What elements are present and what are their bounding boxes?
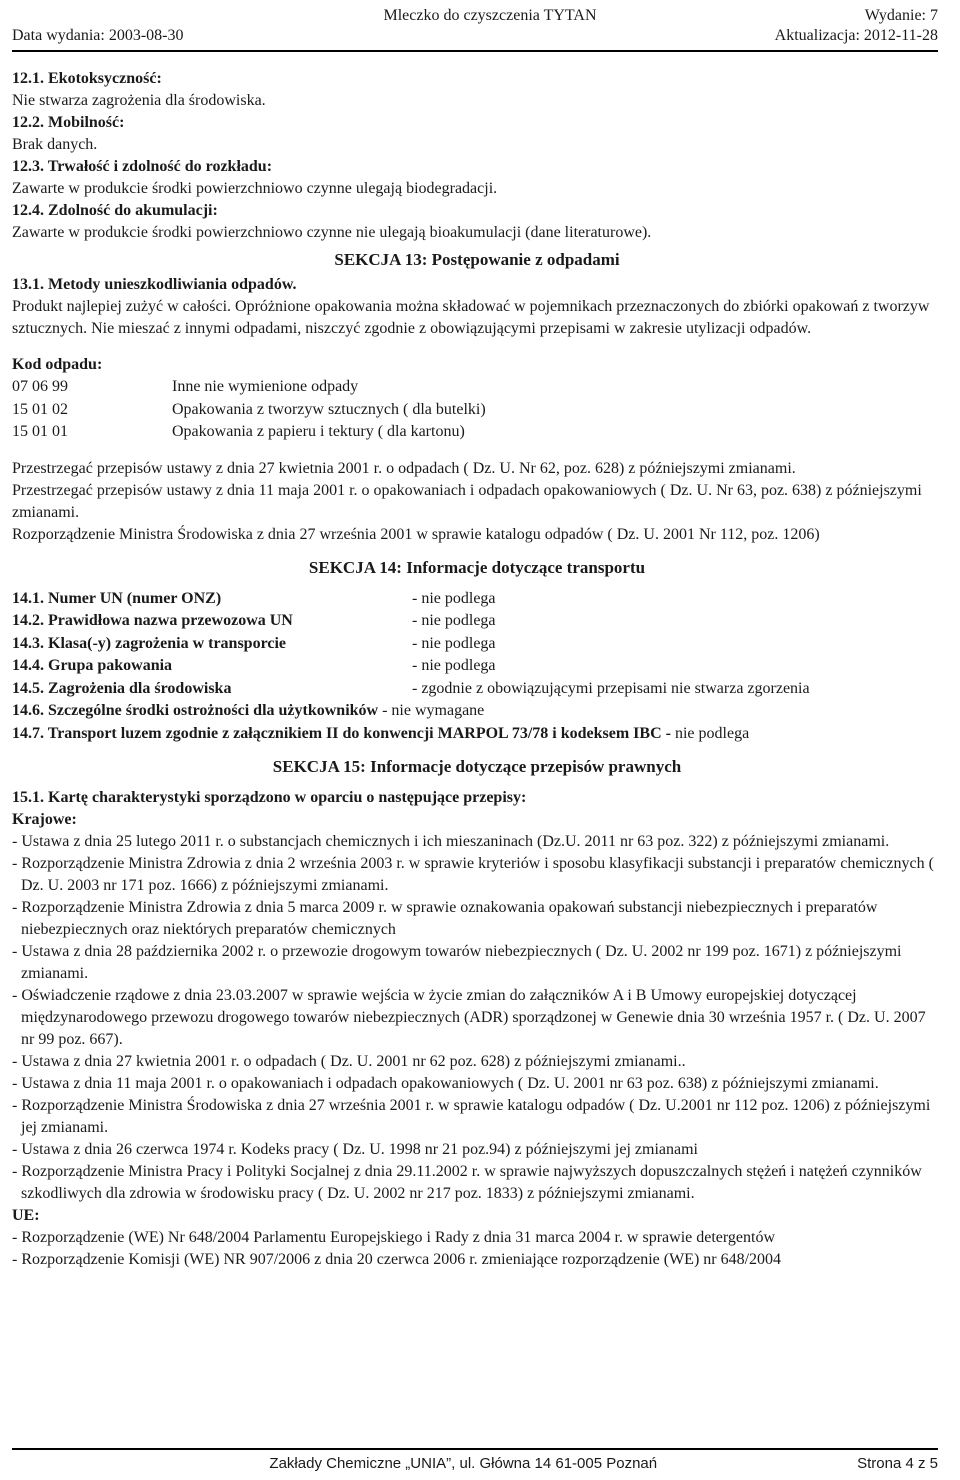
document-body <box>12 68 942 1271</box>
s12-heading-3: 12.3. Trwałość i zdolność do rozkładu: <box>12 158 273 175</box>
section-14-title: SEKCJA 14: Informacje dotyczące transportu <box>308 557 646 577</box>
waste-code-list <box>12 376 942 444</box>
s12-text-2: Brak danych. <box>12 136 98 153</box>
edition: Wydanie: 7 <box>864 7 938 24</box>
national-heading: Krajowe: <box>12 811 77 828</box>
waste-code-heading: Kod odpadu: <box>12 356 103 373</box>
company-address: Zakłady Chemiczne „UNIA”, ul. Główna 14 61-005 Poznań <box>269 1455 658 1472</box>
product-name: Mleczko do czyszczenia TYTAN <box>383 7 597 24</box>
section-13-title: SEKCJA 13: Postępowanie z odpadami <box>334 250 620 269</box>
s12-heading-4: 12.4. Zdolność do akumulacji: <box>12 202 218 219</box>
transport-row: 14.2. Prawidłowa nazwa przewozowa UN - nie podlega <box>12 612 496 629</box>
s13-paragraph: Produkt najlepiej zużyć w całości. Opróżnione opakowania można składować w pojemnikach przeznaczonych do zbiórki opakowań z tworzyw sztucznych. Nie mieszać z innymi odpadami, niszczyć zgodnie z obowiązującymi przepisami w zakresie utylizacji odpadów. <box>12 298 930 337</box>
eu-heading: UE: <box>12 1207 40 1224</box>
transport-row: 14.1. Numer UN (numer ONZ) - nie podlega <box>12 589 496 607</box>
list-item: - Ustawa z dnia 26 czerwca 1974 r. Kodeks pracy ( Dz. U. 1998 nr 21 poz.94) z późniejszymi jej zmianami <box>12 1141 698 1158</box>
list-item: - Rozporządzenie Ministra Zdrowia z dnia 2 września 2003 r. w sprawie kryteriów i sposobu klasyfikacji substancji i preparatów chemicznych ( Dz. U. 2003 nr 171 poz. 1666) z późniejszymi zmianami. <box>12 855 934 894</box>
update-date: Aktualizacja: 2012-11-28 <box>774 27 938 44</box>
regulation-2: Przestrzegać przepisów ustawy z dnia 11 maja 2001 r. o opakowaniach i odpadach opakowaniowych ( Dz. U. Nr 63, poz. 638) z późniejszymi zmianami. <box>12 481 922 521</box>
list-item: - Oświadczenie rządowe z dnia 23.03.2007 w sprawie wejścia w życie zmian do załączników A i B Umowy europejskiej dotyczącej międzynarodowego przewozu drogowego towarów niebezpiecznych (ADR) sporządzonej w Genewie dnia 30 września 1957 r. ( Dz. U. 2007 nr 99 poz. 667). <box>12 987 926 1048</box>
transport-row: 14.4. Grupa pakowania - nie podlega <box>12 657 496 674</box>
s13-heading-1: 13.1. Metody unieszkodliwiania odpadów. <box>12 276 297 293</box>
waste-code-row: 15 01 02 Opakowania z tworzyw sztucznych ( dla butelki) <box>12 400 486 418</box>
regulation-1: Przestrzegać przepisów ustawy z dnia 27 kwietnia 2001 r. o odpadach ( Dz. U. Nr 62, poz. 628) z późniejszymi zmianami. <box>12 459 796 477</box>
page-footer <box>12 1448 938 1472</box>
national-regulations-list <box>12 831 942 1205</box>
release-date: Data wydania: 2003-08-30 <box>12 27 184 44</box>
transport-row-6: 14.6. Szczególne środki ostrożności dla użytkowników - nie wymagane <box>12 702 485 719</box>
transport-row-7: 14.7. Transport luzem zgodnie z załącznikiem II do konwencji MARPOL 73/78 i kodeksem IBC - nie podlega <box>12 724 750 742</box>
list-item: - Rozporządzenie Ministra Zdrowia z dnia 5 marca 2009 r. w sprawie oznakowania opakowań substancji niebezpiecznych i preparatów niebezpiecznych oraz niektórych preparatów chemicznych <box>12 899 878 938</box>
list-item: - Ustawa z dnia 11 maja 2001 r. o opakowaniach i odpadach opakowaniowych ( Dz. U. 2001 nr 63 poz. 638) z późniejszymi zmianami. <box>12 1075 879 1092</box>
list-item: - Rozporządzenie Ministra Środowiska z dnia 27 września 2001 r. w sprawie katalogu odpadów ( Dz. U.2001 nr 112 poz. 1206) z późniejszymi jej zmianami. <box>12 1097 931 1136</box>
transport-row: 14.3. Klasa(-y) zagrożenia w transporcie - nie podlega <box>12 634 496 652</box>
s12-text-3: Zawarte w produkcie środki powierzchniowo czynne ulegają biodegradacji. <box>12 180 498 197</box>
list-item: - Ustawa z dnia 27 kwietnia 2001 r. o odpadach ( Dz. U. 2001 nr 62 poz. 628) z późniejszymi zmianami.. <box>12 1053 686 1070</box>
list-item: - Rozporządzenie (WE) Nr 648/2004 Parlamentu Europejskiego i Rady z dnia 31 marca 2004 r. w sprawie detergentów <box>12 1229 776 1246</box>
regulation-3: Rozporządzenie Ministra Środowiska z dnia 27 września 2001 w sprawie katalogu odpadów ( Dz. U. 2001 Nr 112, poz. 1206) <box>12 525 820 543</box>
list-item: - Rozporządzenie Ministra Pracy i Polityki Socjalnej z dnia 29.11.2002 r. w sprawie najwyższych dopuszczalnych stężeń i natężeń czynników szkodliwych dla zdrowia w środowisku pracy ( Dz. U. 2002 nr 217 poz. 1833) z późniejszymi zmianami. <box>12 1163 922 1202</box>
s12-text-1: Nie stwarza zagrożenia dla środowiska. <box>12 92 266 109</box>
transport-row: 14.5. Zagrożenia dla środowiska - zgodnie z obowiązującymi przepisami nie stwarza zgorzenia <box>12 679 810 697</box>
list-item: - Ustawa z dnia 28 października 2002 r. o przewozie drogowym towarów niebezpiecznych ( Dz. U. 2002 nr 199 poz. 1671) z późniejszymi zmianami. <box>12 943 902 982</box>
list-item: - Rozporządzenie Komisji (WE) NR 907/2006 z dnia 20 czerwca 2006 r. zmieniające rozporządzenie (WE) nr 648/2004 <box>12 1251 782 1268</box>
s12-heading-2: 12.2. Mobilność: <box>12 114 125 131</box>
waste-code-row: 15 01 01 Opakowania z papieru i tektury ( dla kartonu) <box>12 423 465 440</box>
eu-regulations-list <box>12 1227 942 1271</box>
s12-heading-1: 12.1. Ekotoksyczność: <box>12 70 162 87</box>
waste-code-row: 07 06 99 Inne nie wymienione odpady <box>12 378 359 395</box>
page-header <box>12 6 938 52</box>
list-item: - Ustawa z dnia 25 lutego 2011 r. o substancjach chemicznych i ich mieszaninach (Dz.U. 2011 nr 63 poz. 322) z późniejszymi zmianami. <box>12 833 890 850</box>
s12-text-4: Zawarte w produkcie środki powierzchniowo czynne nie ulegają bioakumulacji (dane literaturowe). <box>12 224 652 241</box>
transport-table <box>12 588 942 701</box>
section-15-title: SEKCJA 15: Informacje dotyczące przepisów prawnych <box>272 757 682 776</box>
s15-heading-1: 15.1. Kartę charakterystyki sporządzono w oparciu o następujące przepisy: <box>12 789 527 806</box>
page-number: Strona 4 z 5 <box>857 1455 938 1472</box>
